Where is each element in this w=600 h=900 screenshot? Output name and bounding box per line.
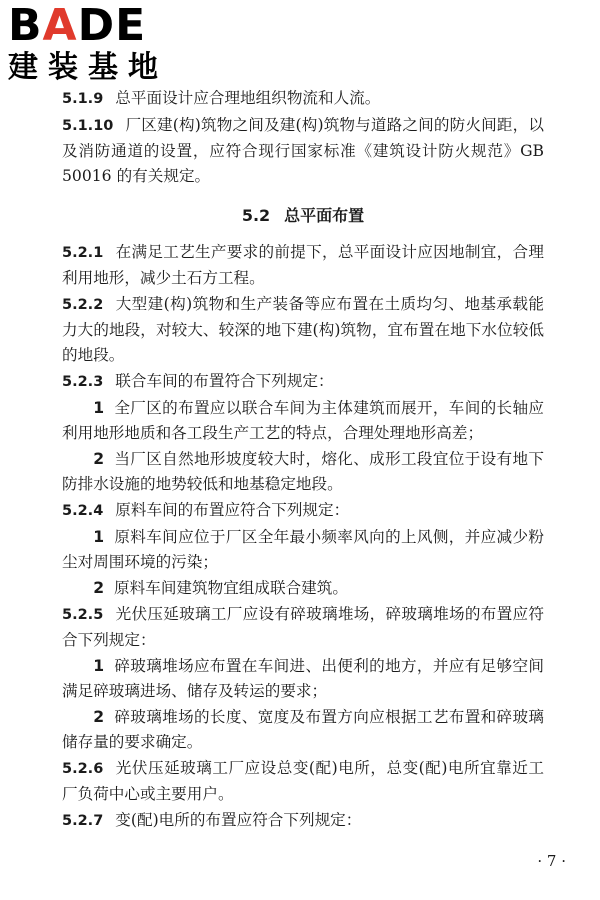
section-heading: 5.2 总平面布置 [241,206,365,225]
clause-5-2-6: 5.2.6 光伏压延玻璃工厂应设总变(配)电所，总变(配)电所宜靠近工厂负荷中心或主要用户。 [62,759,544,803]
bade-logo [8,0,178,86]
clause-5-2-5: 5.2.5 光伏压延玻璃工厂应设有碎玻璃堆场，碎玻璃堆场的布置应符合下列规定： [62,605,544,649]
clause-5-2-3-item-1: 1 全厂区的布置应以联合车间为主体建筑而展开，车间的长轴应利用地形地质和各工段生产工艺的特点，合理处理地形高差； [62,399,544,442]
clause-5-2-5-item-1: 1 碎玻璃堆场应布置在车间进、出便利的地方，并应有足够空间满足碎玻璃进场、储存及转运的要求； [62,657,544,700]
clause-5-2-3: 5.2.3 联合车间的布置符合下列规定： [62,372,334,390]
clause-5-2-5-item-2: 2 碎玻璃堆场的长度、宽度及布置方向应根据工艺布置和碎玻璃储存量的要求确定。 [62,708,544,751]
clause-5-2-2: 5.2.2 大型建(构)筑物和生产装备等应布置在土质均匀、地基承载能力大的地段，对较大、较深的地下建(构)筑物，宜布置在地下水位较低的地段。 [62,295,544,364]
clause-5-2-7: 5.2.7 变(配)电所的布置应符合下列规定： [62,811,362,829]
clause-5-2-1: 5.2.1 在满足工艺生产要求的前提下，总平面设计应因地制宜，合理利用地形，减少土石方工程。 [62,243,544,287]
document-body [62,86,544,834]
logo-wordmark: BADE [8,0,147,51]
logo-subtitle: 建装基地 [8,50,168,85]
clause-5-2-4: 5.2.4 原料车间的布置应符合下列规定： [62,501,350,519]
clause-5-2-4-item-2: 2 原料车间建筑物宜组成联合建筑。 [93,579,348,597]
page-number: · 7 · [537,852,566,870]
clause-5-1-9: 5.1.9 总平面设计应合理地组织物流和人流。 [62,89,381,107]
clause-5-1-10: 5.1.10 厂区建(构)筑物之间及建(构)筑物与道路之间的防火间距，以及消防通道的设置，应符合现行国家标准《建筑设计防火规范》GB 50016 的有关规定。 [62,116,544,185]
clause-5-2-4-item-1: 1 原料车间应位于厂区全年最小频率风向的上风侧，并应减少粉尘对周围环境的污染； [62,528,544,571]
clause-5-2-3-item-2: 2 当厂区自然地形坡度较大时，熔化、成形工段宜位于设有地下防排水设施的地势较低和地基稳定地段。 [62,450,544,493]
